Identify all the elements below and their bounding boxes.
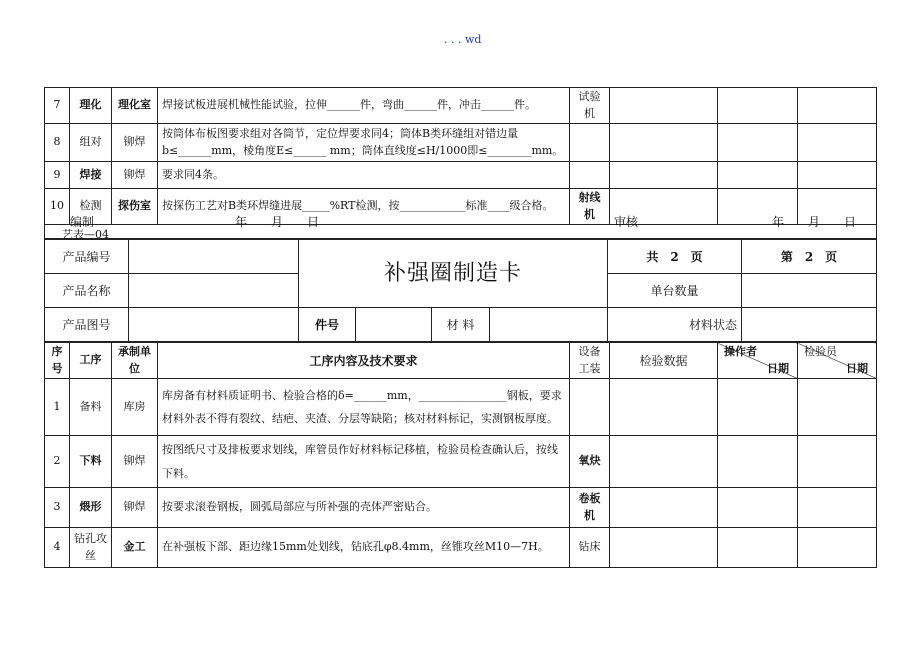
row-no: 10 (45, 189, 70, 225)
col-seq: 序号 (45, 343, 70, 379)
col-proc: 工序 (70, 343, 112, 379)
column-header-row (45, 343, 877, 379)
row-equip (570, 124, 610, 162)
row-content: 要求同4条。 (158, 162, 570, 189)
units-qty-label: 单台数量 (608, 274, 742, 308)
row-operator (718, 162, 798, 189)
row-operator (718, 436, 798, 488)
total-pages: 共 2 页 (608, 240, 742, 274)
table-row (45, 528, 877, 568)
row-equip: 试验机 (570, 88, 610, 124)
reviewed-date: 年 月 日 (772, 215, 857, 229)
row-content: 按探伤工艺对B类环焊缝进展_____%RT检测，按____________标准____级合格。 (158, 189, 570, 225)
row-proc: 组对 (70, 124, 112, 162)
row-inspect (610, 162, 718, 189)
inspector-date-label: 日期 (846, 361, 868, 375)
row-proc: 钻孔攻丝 (70, 528, 112, 568)
row-inspector (798, 528, 877, 568)
part-no-value (356, 308, 432, 342)
row-equip (570, 162, 610, 189)
row-no: 8 (45, 124, 70, 162)
row-content: 按要求滚卷钢板，圆弧局部应与所补强的壳体严密贴合。 (158, 488, 570, 528)
row-inspector (798, 162, 877, 189)
operator-label: 操作者 (724, 345, 757, 358)
inspector-label: 检验员 (804, 345, 837, 358)
row-no: 9 (45, 162, 70, 189)
row-equip (570, 379, 610, 436)
row-inspector (798, 88, 877, 124)
row-no: 1 (45, 379, 70, 436)
process-table (44, 342, 877, 568)
row-unit: 铆焊 (112, 162, 158, 189)
row-equip: 射线机 (570, 189, 610, 225)
reviewed-label: 审核 (614, 215, 639, 229)
table-row (45, 379, 877, 436)
col-equip: 设备工装 (570, 343, 610, 379)
row-inspect (610, 379, 718, 436)
row-operator (718, 528, 798, 568)
row-inspect (610, 488, 718, 528)
signoff-strip (44, 204, 877, 239)
prepared-label: 编制 (70, 215, 95, 229)
table-row (45, 162, 877, 189)
row-inspect (610, 528, 718, 568)
row-equip: 钻床 (570, 528, 610, 568)
row-unit: 库房 (112, 379, 158, 436)
material-state-label: 材料状态 (608, 308, 742, 342)
row-operator (718, 379, 798, 436)
row-proc: 理化 (70, 88, 112, 124)
row-operator (718, 88, 798, 124)
row-content: 按图纸尺寸及排板要求划线，库管员作好材料标记移植，检验员检查确认后，按线下料。 (158, 436, 570, 488)
product-drawing-value (129, 308, 299, 342)
card-header (44, 239, 877, 342)
row-no: 7 (45, 88, 70, 124)
units-qty-value (742, 274, 877, 308)
col-content: 工序内容及技术要求 (158, 343, 570, 379)
row-inspect (610, 436, 718, 488)
row-equip: 卷板机 (570, 488, 610, 528)
row-proc: 检测 (70, 189, 112, 225)
row-operator (718, 124, 798, 162)
row-unit: 铆焊 (112, 436, 158, 488)
col-operator (718, 343, 798, 379)
row-inspector (798, 379, 877, 436)
row-proc: 下料 (70, 436, 112, 488)
row-unit: 探伤室 (112, 189, 158, 225)
row-unit: 铆焊 (112, 488, 158, 528)
row-inspect (610, 124, 718, 162)
product-name-label: 产品名称 (45, 274, 129, 308)
row-content: 按筒体布板图要求组对各筒节，定位焊要求同4；筒体B类环缝组对错边量b≤______mm，棱角度E≤______ mm；筒体直线度≤H/1000即≤________mm。 (158, 124, 570, 162)
col-unit: 承制单位 (112, 343, 158, 379)
row-operator (718, 488, 798, 528)
page-number: 第 2 页 (742, 240, 877, 274)
product-no-value (129, 240, 299, 274)
material-label: 材 料 (432, 308, 490, 342)
form-code: 艺表—04 (62, 228, 109, 241)
row-proc: 煨形 (70, 488, 112, 528)
product-no-label: 产品编号 (45, 240, 129, 274)
row-content: 焊接试板进展机械性能试验，拉伸______件，弯曲______件，冲击______件。 (158, 88, 570, 124)
col-inspect: 检验数据 (610, 343, 718, 379)
row-inspector (798, 488, 877, 528)
product-name-value (129, 274, 299, 308)
material-value (490, 308, 608, 342)
table-row (45, 436, 877, 488)
table-row (45, 88, 877, 124)
table-row (45, 488, 877, 528)
product-drawing-label: 产品图号 (45, 308, 129, 342)
row-no: 4 (45, 528, 70, 568)
row-proc: 备料 (70, 379, 112, 436)
prepared-date: 年 月 日 (235, 215, 320, 229)
row-unit: 铆焊 (112, 124, 158, 162)
header-mark: . . . wd (444, 33, 482, 46)
row-inspector (798, 124, 877, 162)
table-row (45, 124, 877, 162)
row-equip: 氧炔 (570, 436, 610, 488)
row-content: 在补强板下部、距边缘15mm处划线，钻底孔φ8.4mm，丝锥攻丝M10—7H。 (158, 528, 570, 568)
col-inspector (798, 343, 877, 379)
row-proc: 焊接 (70, 162, 112, 189)
row-no: 3 (45, 488, 70, 528)
row-unit: 理化室 (112, 88, 158, 124)
card-title: 补强圈制造卡 (299, 240, 608, 308)
operator-date-label: 日期 (767, 361, 789, 375)
row-no: 2 (45, 436, 70, 488)
row-unit: 金工 (112, 528, 158, 568)
row-inspect (610, 88, 718, 124)
row-inspector (798, 436, 877, 488)
part-no-label: 件号 (299, 308, 356, 342)
row-content: 库房备有材料质证明书、检验合格的δ=______mm，________________钢板，要求材料外表不得有裂纹、结疤、夹渣、分层等缺陷；核对材料标记，实测钢板厚度。 (158, 379, 570, 436)
material-state-value (742, 308, 877, 342)
